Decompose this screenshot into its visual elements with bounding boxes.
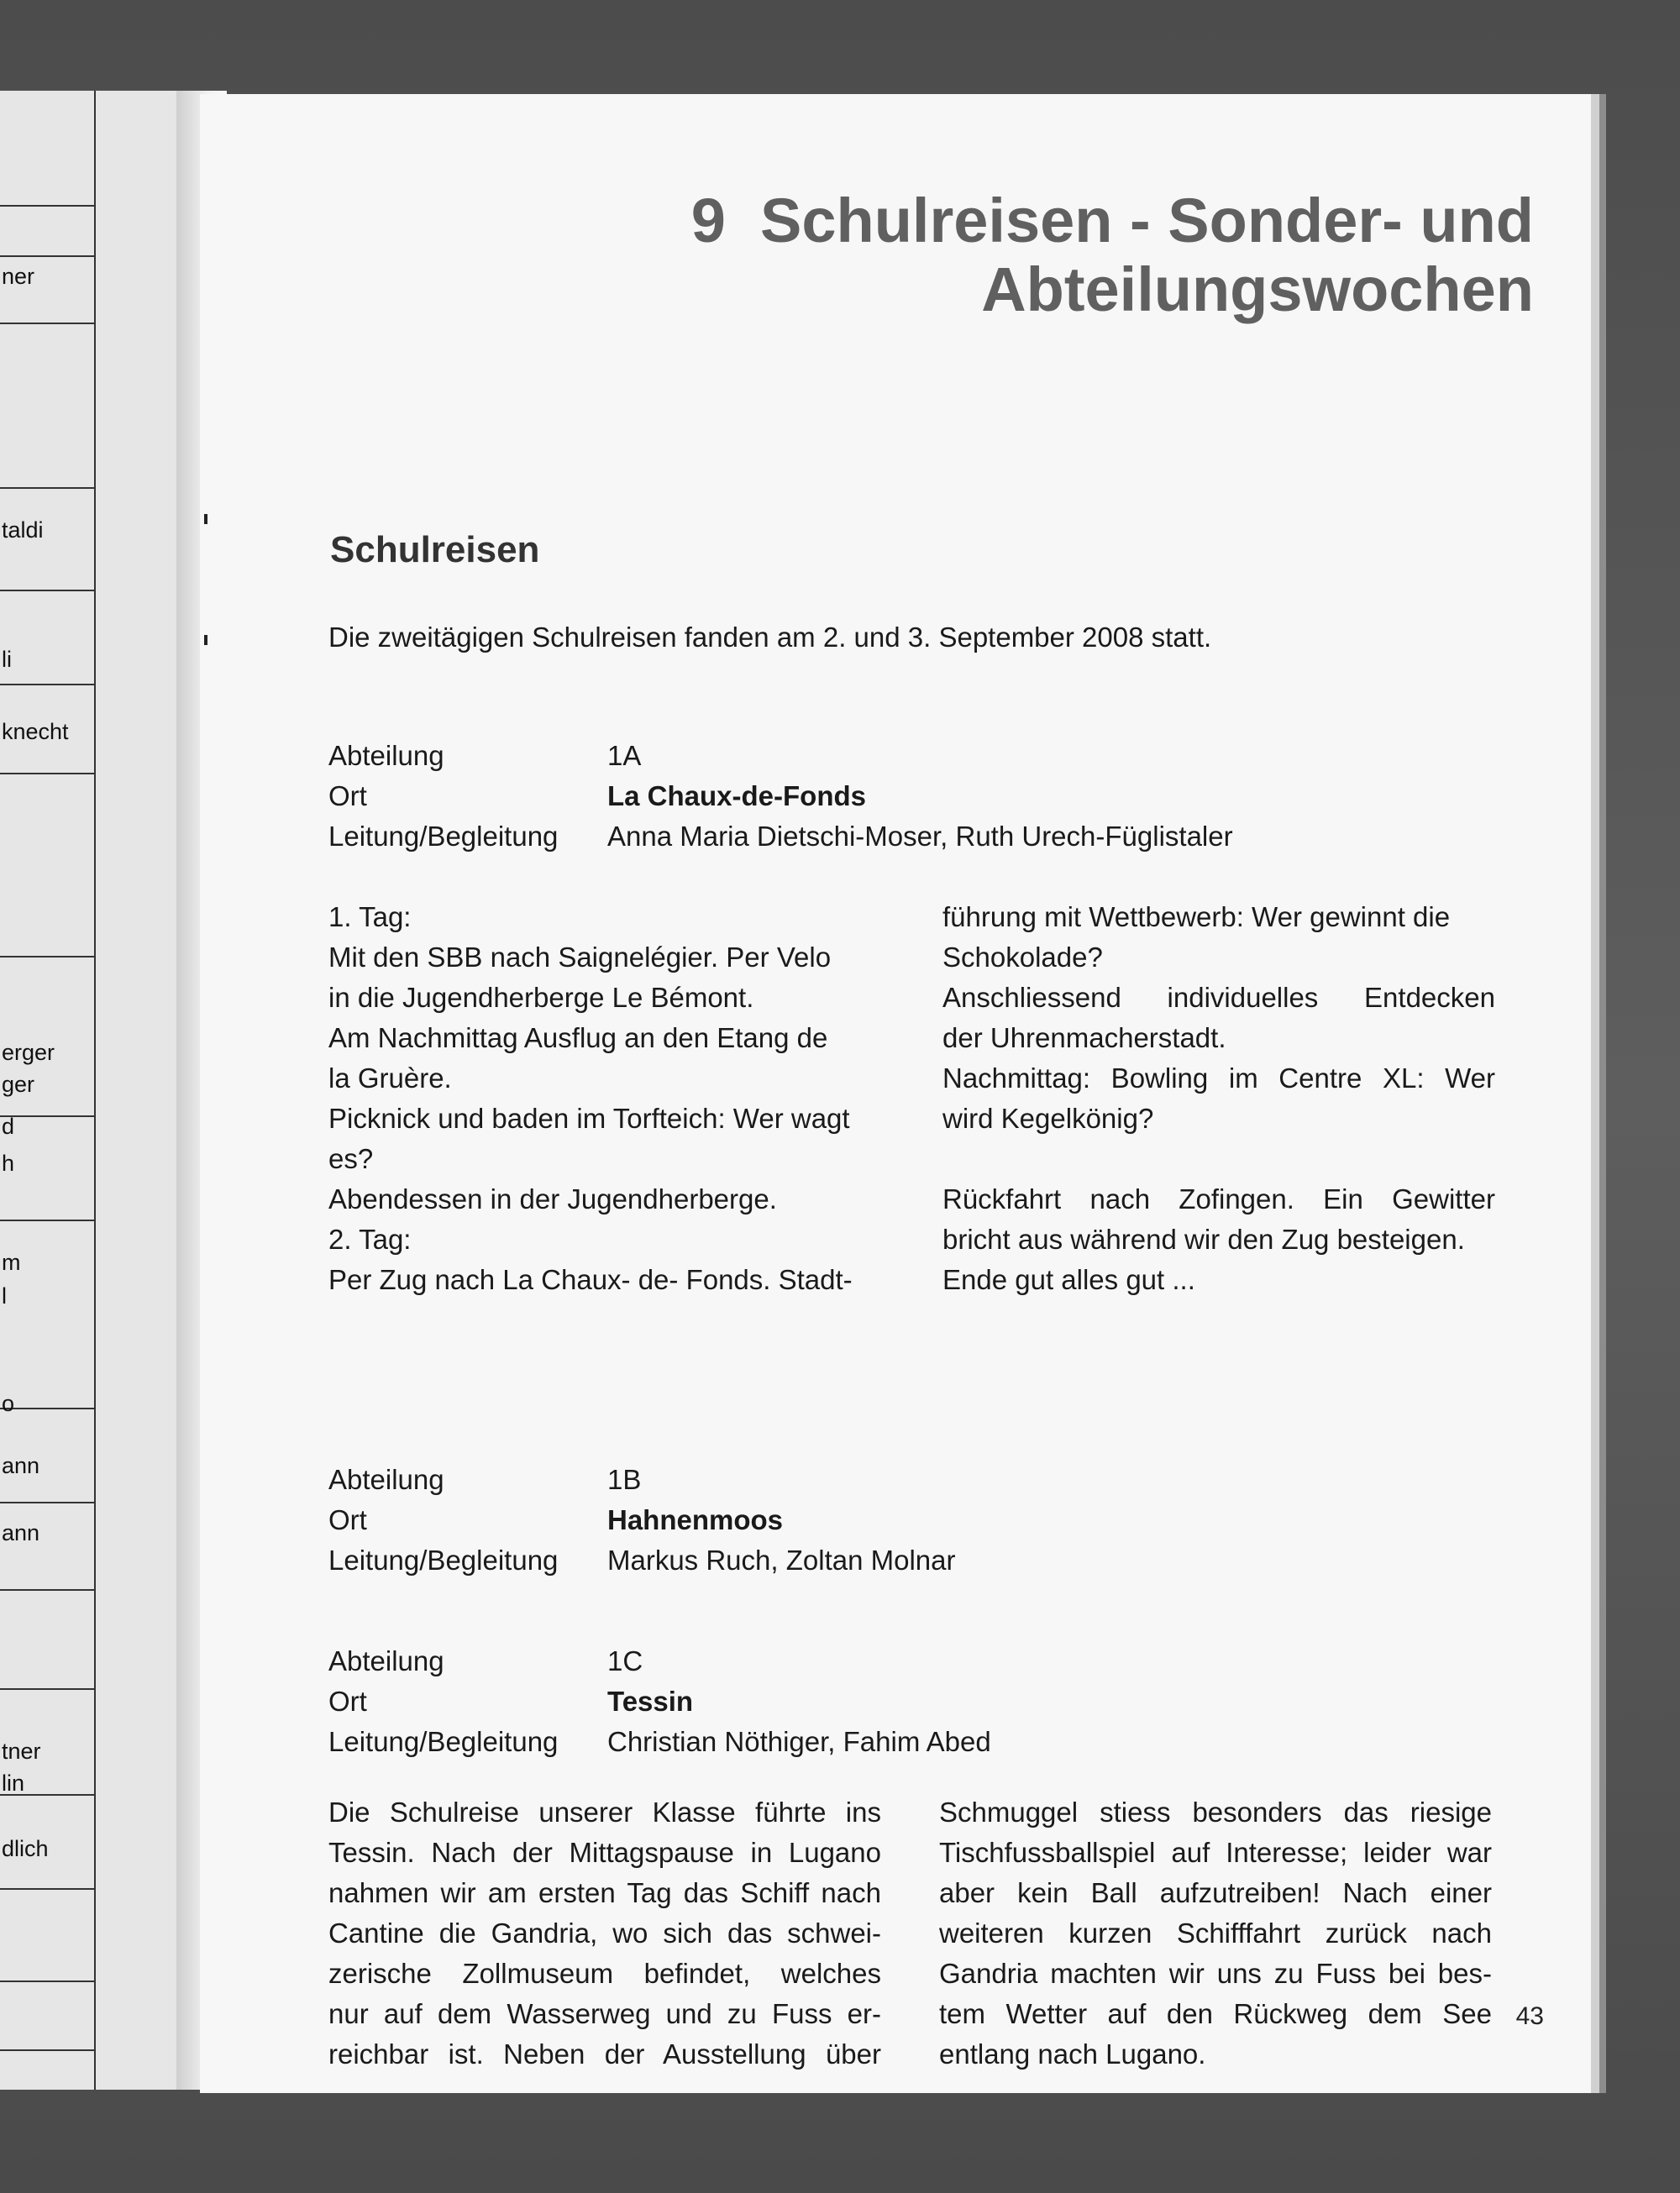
table-rule [0,2049,94,2051]
paragraph-line: 2. Tag: [328,1224,412,1255]
table-rule [0,1589,94,1591]
paragraph-line: der Uhrenmacherstadt. [942,1022,1226,1053]
table-rule [0,956,94,957]
paragraph-line: es? [328,1143,374,1174]
paragraph-line: weiteren kurzen Schifffahrt zurück nach [939,1918,1492,1949]
report-1a-left-column [328,897,881,1300]
paragraph-line: Nachmittag: Bowling im Centre XL: Wer [942,1062,1495,1094]
paragraph-line: entlang nach Lugano. [939,2038,1206,2070]
left-fragment-text: dlich [2,1836,49,1861]
table-rule [0,1888,94,1890]
paragraph-line: zerische Zollmuseum befindet, welches [328,1958,881,1989]
chapter-title-line2: Abteilungswochen [981,254,1534,324]
table-rule [0,323,94,324]
chapter-title [610,186,1534,324]
paragraph-line: Picknick und baden im Torfteich: Wer wagt [328,1103,850,1134]
paragraph-line: reichbar ist. Neben der Ausstellung über [328,2038,881,2070]
paragraph-line: Die Schulreise unserer Klasse führte ins [328,1797,881,1828]
paragraph-line: la Gruère. [328,1062,452,1094]
report-1a-right-column [942,897,1495,1300]
paragraph-line: Ende gut alles gut ... [942,1264,1195,1295]
label-ort: Ort [328,1686,367,1717]
label-leitung: Leitung/Begleitung [328,1545,559,1576]
trip-leitung: Anna Maria Dietschi-Moser, Ruth Urech-Füglistaler [607,821,1233,852]
table-rule [0,1502,94,1503]
left-fragment-text: ner [2,264,35,289]
paragraph-line: aber kein Ball aufzutreiben! Nach einer [939,1877,1492,1908]
table-rule [0,684,94,685]
paragraph-line: Schokolade? [942,942,1103,973]
left-fragment-text: li [2,647,12,672]
chapter-number: 9 [690,186,726,255]
paragraph-line: Tessin. Nach der Mittagspause in Lugano [328,1837,881,1868]
paragraph-line: Gandria machten wir uns zu Fuss bei bes- [939,1958,1492,1989]
section-intro: Die zweitägigen Schulreisen fanden am 2. und 3. September 2008 statt. [328,622,1212,653]
paragraph-line: Cantine die Gandria, wo sich das schwei- [328,1918,881,1949]
paragraph-line: Schmuggel stiess besonders das riesige [939,1797,1492,1828]
label-ort: Ort [328,1504,367,1535]
table-rule [0,1688,94,1690]
paragraph-spacer [942,1139,1495,1179]
label-abteilung: Abteilung [328,1645,444,1676]
label-abteilung: Abteilung [328,740,444,771]
table-rule [0,255,94,257]
trip-ort: Hahnenmoos [607,1504,784,1535]
table-rule [0,205,94,207]
trip-abteilung: 1A [607,740,642,771]
trip-abteilung: 1B [607,1464,642,1495]
page [200,94,1591,2093]
trip-info-1b [328,1460,955,1581]
table-rule [0,590,94,591]
trip-leitung: Christian Nöthiger, Fahim Abed [607,1726,991,1757]
left-fragment-text: tner [2,1739,41,1764]
paragraph-line: Anschliessend individuelles Entdecken [942,982,1495,1013]
label-leitung: Leitung/Begleitung [328,821,559,852]
paragraph-line: wird Kegelkönig? [942,1103,1154,1134]
table-rule [0,1981,94,1982]
left-fragment-text: d [2,1114,15,1139]
left-fragment-text: l [2,1283,7,1309]
trip-leitung: Markus Ruch, Zoltan Molnar [607,1545,956,1576]
left-fragment-text: erger [2,1040,55,1065]
label-abteilung: Abteilung [328,1464,444,1495]
left-fragment-text: ann [2,1520,40,1545]
report-1c-left-column [328,1792,881,2075]
report-1c-right-column [939,1792,1492,2075]
trip-info-1c [328,1641,991,1762]
left-fragment-text: lin [2,1771,25,1796]
paragraph-line: Am Nachmittag Ausflug an den Etang de [328,1022,828,1053]
scan-mark [204,514,207,524]
left-fragment-text: ger [2,1072,35,1097]
trip-ort: Tessin [607,1686,694,1717]
paragraph-line: 1. Tag: [328,901,412,932]
left-fragment-text: knecht [2,719,69,744]
paragraph-line: Per Zug nach La Chaux- de- Fonds. Stadt- [328,1264,853,1295]
left-fragment-text: o [2,1391,15,1416]
paragraph-line: in die Jugendherberge Le Bémont. [328,982,754,1013]
trip-abteilung: 1C [607,1645,643,1676]
left-fragment-text: m [2,1250,21,1275]
paragraph-line: Tischfussballspiel auf Interesse; leider war [939,1837,1492,1868]
left-fragment-text: h [2,1151,15,1176]
table-rule [0,487,94,489]
section-heading: Schulreisen [330,529,540,570]
previous-page-fragment [0,91,205,2090]
paragraph-line: nur auf dem Wasserweg und zu Fuss er- [328,1998,881,2029]
left-fragment-text: ann [2,1453,40,1478]
paragraph-line: bricht aus während wir den Zug besteigen. [942,1224,1465,1255]
left-fragment-text: taldi [2,517,44,543]
paragraph-line: Mit den SBB nach Saignelégier. Per Velo [328,942,832,973]
paragraph-line: tem Wetter auf den Rückweg dem See [939,1998,1492,2029]
table-rule [0,773,94,774]
page-number: 43 [1515,2002,1544,2030]
paragraph-line: nahmen wir am ersten Tag das Schiff nach [328,1877,881,1908]
paragraph-line: Rückfahrt nach Zofingen. Ein Gewitter [942,1183,1495,1215]
trip-ort: La Chaux-de-Fonds [607,780,867,811]
label-leitung: Leitung/Begleitung [328,1726,559,1757]
paragraph-line: Abendessen in der Jugendherberge. [328,1183,777,1215]
scan-mark [204,635,207,645]
chapter-title-line1: Schulreisen - Sonder- und [760,186,1534,255]
trip-info-1a [328,736,1233,857]
label-ort: Ort [328,780,367,811]
table-rule [0,1220,94,1221]
paragraph-line: führung mit Wettbewerb: Wer gewinnt die [942,901,1451,932]
